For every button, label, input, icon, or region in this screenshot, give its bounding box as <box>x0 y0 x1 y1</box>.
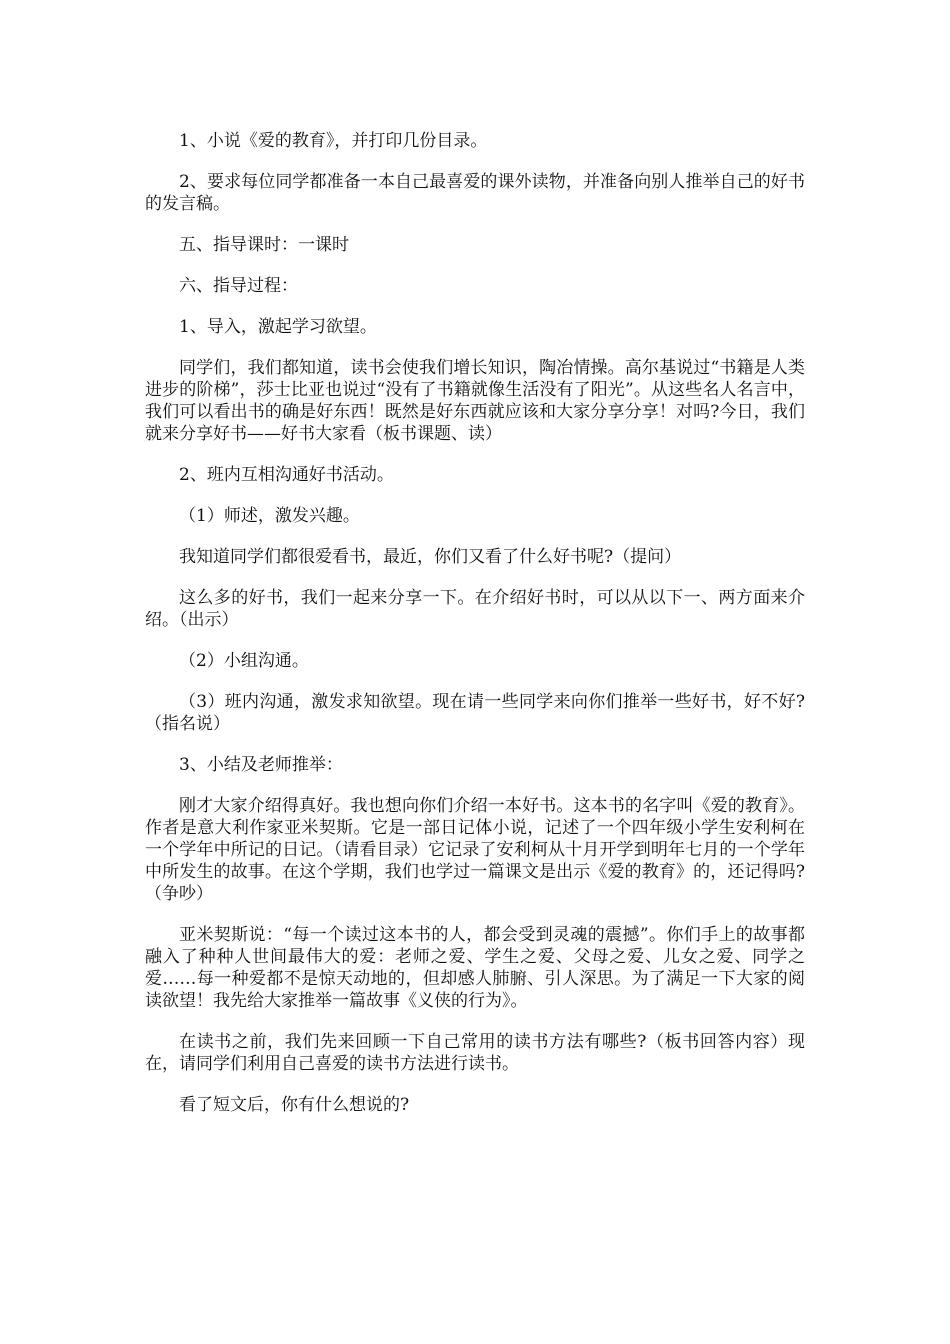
document-body <box>145 130 805 1135</box>
paragraph-question: 我知道同学们都很爱看书，最近，你们又看了什么好书呢?（提问） <box>179 547 682 567</box>
paragraph-intro: 同学们，我们都知道，读书会使我们增长知识，陶冶情操。高尔基说过“书籍是人类进步的阶梯”，莎士比亚也说过“没有了书籍就像生活没有了阳光”。从这些名人名言中，我们可以看出书的确是好东西！既然是好东西就应该和大家分享分享！对吗?今日，我们就来分享好书——好书大家看（板书课题、读） <box>145 358 805 444</box>
substep-teacher-narration: （1）师述，激发兴趣。 <box>179 506 360 526</box>
step-heading-intro: 1、导入，激起学习欲望。 <box>179 317 377 337</box>
paragraph-share: 这么多的好书，我们一起来分享一下。在介绍好书时，可以从以下一、两方面来介绍。（出示） <box>145 588 805 630</box>
paragraph-reading-methods: 在读书之前，我们先来回顾一下自己常用的读书方法有哪些?（板书回答内容）现在，请同学们利用自己喜爱的读书方法进行读书。 <box>145 1032 805 1074</box>
paragraph-prep-item-1: 1、小说《爱的教育》，并打印几份目录。 <box>179 131 488 151</box>
paragraph-reflection: 看了短文后，你有什么想说的? <box>179 1095 410 1115</box>
step-heading-summary: 3、小结及老师推举： <box>179 755 343 775</box>
step-heading-exchange: 2、班内互相沟通好书活动。 <box>179 465 394 485</box>
paragraph-author-quote: 亚米契斯说：“每一个读过这本书的人，都会受到灵魂的震撼”。你们手上的故事都融入了种种人世间最伟大的爱：老师之爱、学生之爱、父母之爱、儿女之爱、同学之爱……每一种爱都不是惊天动地的，但却感人肺腑、引人深思。为了满足一下大家的阅读欲望！我先给大家推举一篇故事《义侠的行为》。 <box>145 925 805 1011</box>
paragraph-prep-item-2: 2、要求每位同学都准备一本自己最喜爱的课外读物，并准备向别人推举自己的好书的发言稿。 <box>145 172 805 214</box>
section-heading-class-hours: 五、指导课时：一课时 <box>179 235 349 255</box>
paragraph-book-intro: 刚才大家介绍得真好。我也想向你们介绍一本好书。这本书的名字叫《爱的教育》。作者是意大利作家亚米契斯。它是一部日记体小说，记述了一个四年级小学生安利柯在一个学年中所记的日记。（请看目录）它记录了安利柯从十月开学到明年七月的一个学年中所发生的故事。在这个学期，我们也学过一篇课文是出示《爱的教育》的，还记得吗?（争吵） <box>145 796 805 904</box>
substep-class-exchange: （3）班内沟通，激发求知欲望。现在请一些同学来向你们推举一些好书，好不好?（指名说） <box>145 692 805 734</box>
section-heading-process: 六、指导过程： <box>179 276 298 296</box>
substep-group-exchange: （2）小组沟通。 <box>179 651 309 671</box>
